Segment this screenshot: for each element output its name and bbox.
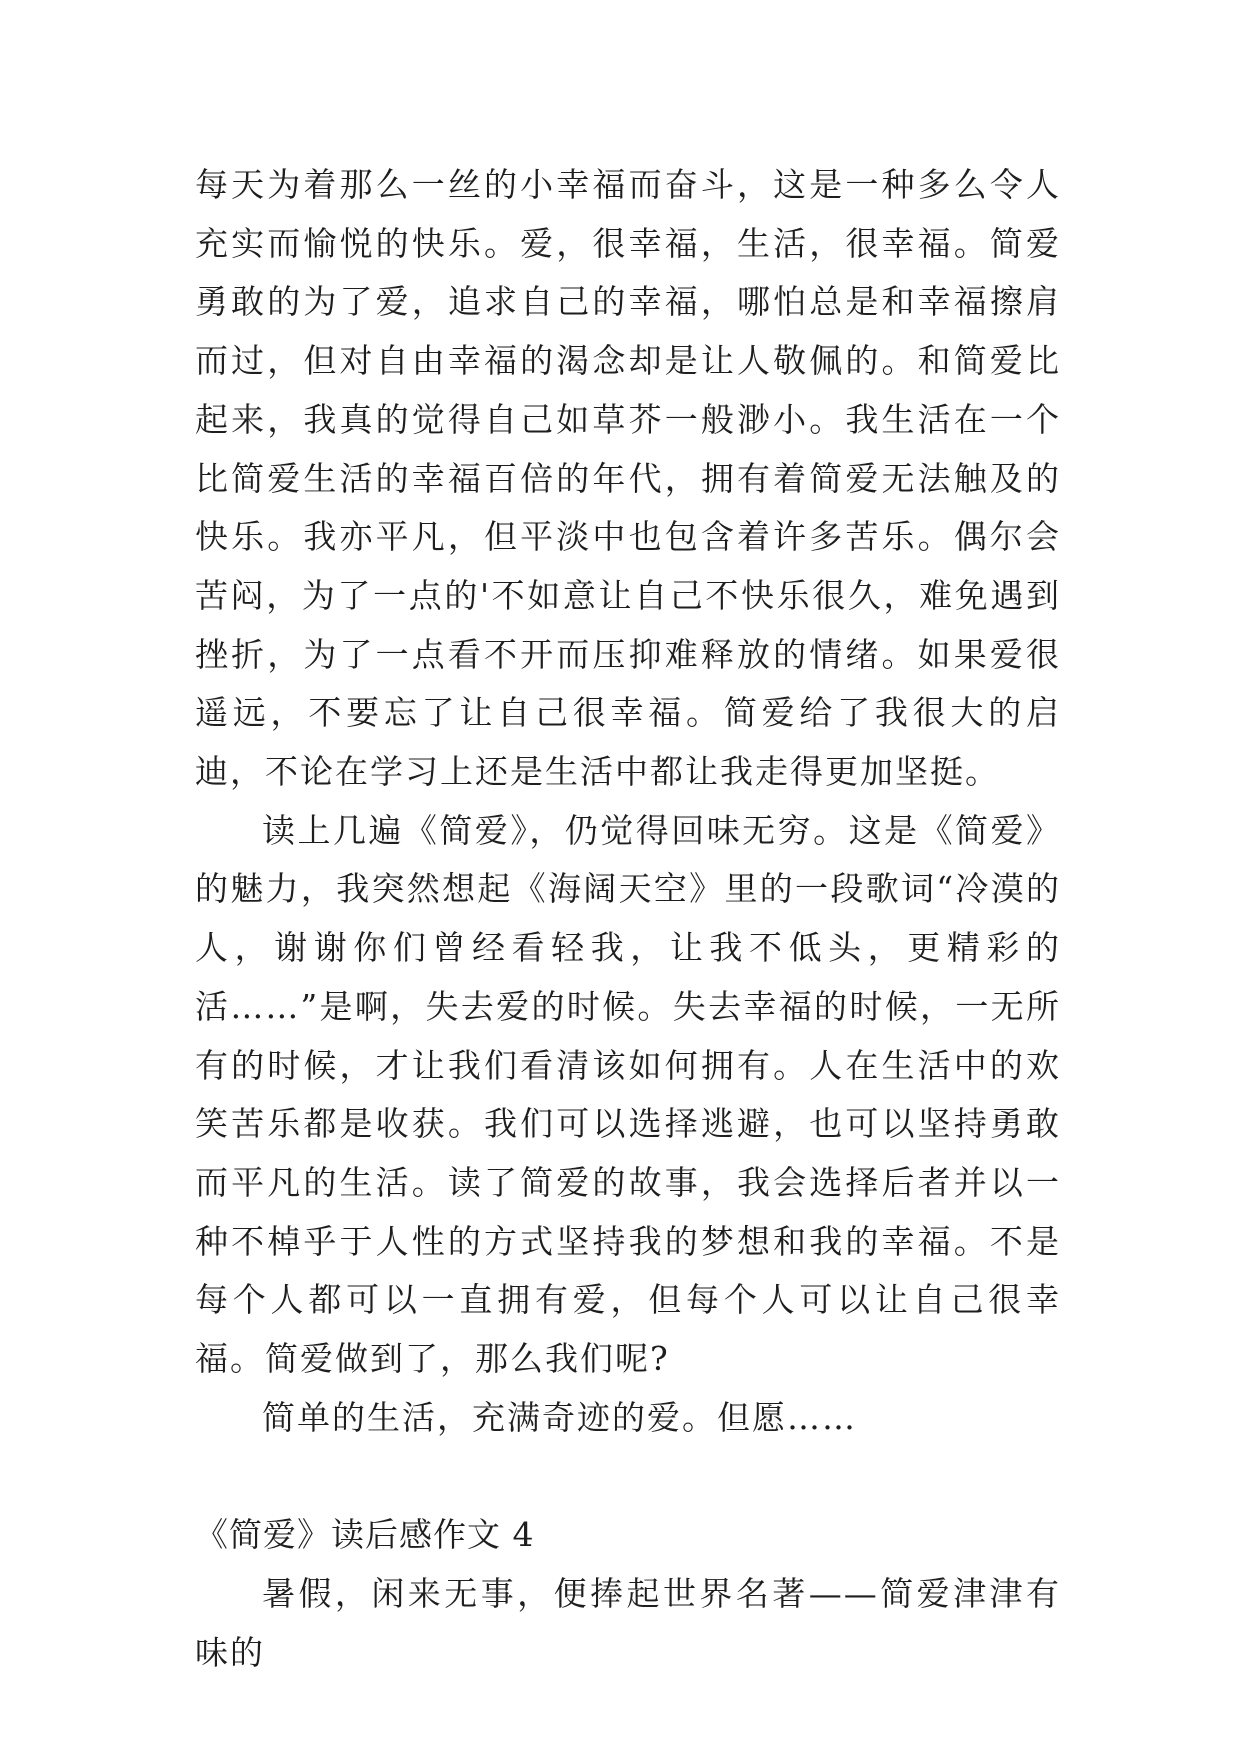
document-body <box>195 156 1061 1682</box>
section-spacer <box>195 1447 1061 1506</box>
paragraph-reflection: 读上几遍《简爱》，仍觉得回味无穷。这是《简爱》的魅力，我突然想起《海阔天空》里的一段歌词“冷漠的人，谢谢你们曾经看轻我，让我不低头，更精彩的活……”是啊，失去爱的时候。失去幸福的时候，一无所有的时候，才让我们看清该如何拥有。人在生活中的欢笑苦乐都是收获。我们可以选择逃避，也可以坚持勇敢而平凡的生活。读了简爱的故事，我会选择后者并以一种不棹乎于人性的方式坚持我的梦想和我的幸福。不是每个人都可以一直拥有爱，但每个人可以让自己很幸福。简爱做到了，那么我们呢? <box>195 810 1061 1379</box>
paragraph-closing: 简单的生活，充满奇迹的爱。但愿…… <box>262 1397 857 1437</box>
paragraph-essay-4-start: 暑假，闲来无事，便捧起世界名著——简爱津津有味的 <box>195 1573 1061 1672</box>
section-heading: 《简爱》读后感作文 4 <box>195 1515 535 1555</box>
paragraph-continuation: 每天为着那么一丝的小幸福而奋斗，这是一种多么令人充实而愉悦的快乐。爱，很幸福，生活，很幸福。简爱勇敢的为了爱，追求自己的幸福，哪怕总是和幸福擦肩而过，但对自由幸福的渴念却是让人敬佩的。和简爱比起来，我真的觉得自己如草芥一般渺小。我生活在一个比简爱生活的幸福百倍的年代，拥有着简爱无法触及的快乐。我亦平凡，但平淡中也包含着许多苦乐。偶尔会苦闷，为了一点的'不如意让自己不快乐很久，难免遇到挫折，为了一点看不开而压抑难释放的情绪。如果爱很遥远，不要忘了让自己很幸福。简爱给了我很大的启迪，不论在学习上还是生活中都让我走得更加坚挺。 <box>195 165 1061 792</box>
